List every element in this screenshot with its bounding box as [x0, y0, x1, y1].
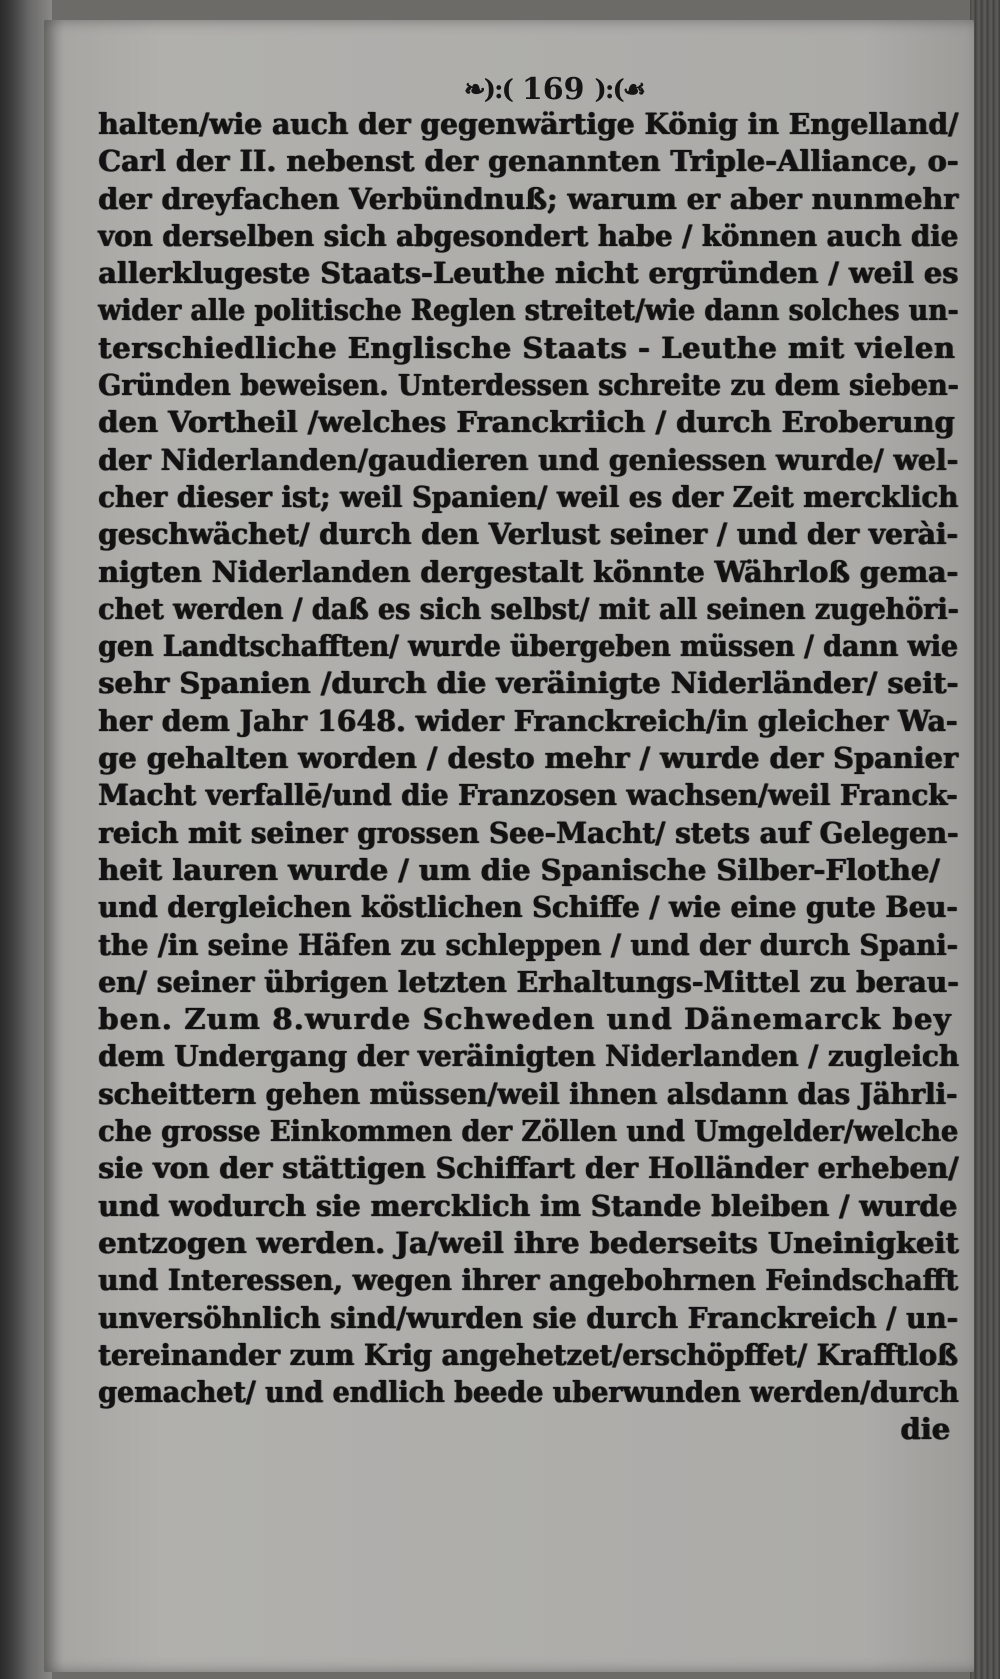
text-line: nigten Niderlanden dergestalt könnte Währloß gema- [98, 554, 959, 589]
page-number: 169 [521, 72, 585, 107]
running-header [434, 72, 674, 108]
text-line: chet werden / daß es sich selbst/ mit all seinen zugehöri- [98, 591, 959, 626]
text-line: Macht verfallē/und die Franzosen wachsen/weil Franck- [98, 778, 958, 813]
text-line: Carl der II. nebenst der genannten Triple-Alliance, o- [98, 144, 959, 179]
text-line: en/ seiner übrigen letzten Erhaltungs-Mittel zu berau- [98, 964, 959, 999]
text-line: ben. Zum 8.wurde Schweden und Dänemarck bey [98, 1002, 952, 1037]
text-line: heit lauren wurde / um die Spanische Silber-Flothe/ [98, 852, 940, 887]
text-line: wider alle politische Reglen streitet/wie dann solches un- [98, 293, 959, 328]
catchword: die [900, 1412, 950, 1447]
text-line: den Vortheil /welches Franckriich / durch Eroberung [98, 405, 955, 440]
text-line: terschiedliche Englische Staats - Leuthe mit vielen [98, 330, 956, 365]
header-ornament-right: ):(☙ [594, 75, 645, 105]
text-line: Gründen beweisen. Unterdessen schreite zu dem sieben- [98, 368, 959, 403]
body-text [98, 106, 958, 1449]
text-line: che grosse Einkommen der Zöllen und Umgelder/welche [98, 1114, 958, 1149]
text-line: gen Landtschafften/ wurde übergeben müssen / dann wie [98, 629, 958, 664]
text-line: cher dieser ist; weil Spanien/ weil es der Zeit mercklich [98, 479, 959, 514]
text-line: dem Undergang der veräinigten Niderlanden / zugleich [98, 1039, 959, 1074]
text-line: der Niderlanden/gaudieren und geniessen wurde/ wel- [98, 442, 959, 477]
text-line: der dreyfachen Verbündnuß; warum er aber nunmehr [98, 181, 959, 216]
text-line: entzogen werden. Ja/weil ihre bederseits Uneinigkeit [98, 1225, 959, 1260]
text-line: unversöhnlich sind/wurden sie durch Franckreich / un- [98, 1300, 958, 1335]
text-line: sehr Spanien /durch die veräinigte Niderländer/ seit- [98, 666, 959, 701]
text-line: ge gehalten worden / desto mehr / wurde der Spanier [98, 741, 958, 776]
text-line: scheittern gehen müssen/weil ihnen alsdann das Jährli- [98, 1076, 958, 1111]
text-line: und wodurch sie mercklich im Stande bleiben / wurde [98, 1188, 958, 1223]
text-line: und dergleichen köstlichen Schiffe / wie eine gute Beu- [98, 890, 958, 925]
text-line: the /in seine Häfen zu schleppen / und der durch Spani- [98, 927, 958, 962]
text-line: allerklugeste Staats-Leuthe nicht ergründen / weil es [98, 256, 959, 291]
text-line: und Interessen, wegen ihrer angebohrnen Feindschafft [98, 1263, 959, 1298]
text-line: halten/wie auch der gegenwärtige König in Engelland/ [98, 107, 959, 141]
text-line: tereinander zum Krig angehetzet/erschöpffet/ Krafftloß [98, 1337, 958, 1372]
text-line: geschwächet/ durch den Verlust seiner / und der verài- [98, 517, 958, 552]
page-fore-edge [970, 0, 1000, 1679]
text-line: von derselben sich abgesondert habe / können auch die [98, 218, 959, 253]
header-ornament-left: ❧):( [463, 75, 512, 105]
printed-page [44, 20, 974, 1672]
text-line: reich mit seiner grossen See-Macht/ stets auf Gelegen- [98, 815, 959, 850]
text-line: sie von der stättigen Schiffart der Holländer erheben/ [98, 1151, 959, 1186]
text-line: her dem Jahr 1648. wider Franckreich/in gleicher Wa- [98, 703, 958, 738]
text-line: gemachet/ und endlich beede uberwunden werden/durch [98, 1375, 959, 1410]
